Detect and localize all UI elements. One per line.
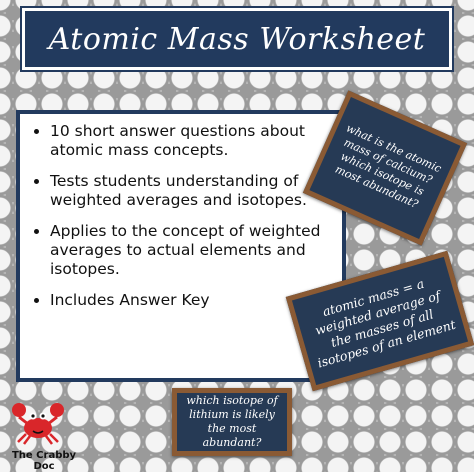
bullet-list [32, 122, 332, 310]
chalkboard-text: what is the atomic mass of calcium? which isotope is most abundant? [333, 121, 444, 211]
brand-name: The Crabby Doc [11, 450, 77, 472]
bullet-item: • Tests students understanding of weighted averages and isotopes. [50, 172, 332, 210]
chalkboard-text: atomic mass = a weighted average of the masses of all isotopes of an element [313, 275, 458, 371]
bullet-item: • Includes Answer Key [50, 291, 332, 310]
chalkboard-lithium-question [172, 388, 292, 456]
chalkboard-text: which isotope of lithium is likely the most abundant? [186, 394, 278, 449]
crab-logo-icon [10, 398, 66, 446]
page-title: Atomic Mass Worksheet [48, 21, 426, 57]
description-box [16, 110, 346, 382]
bullet-item: • 10 short answer questions about atomic mass concepts. [50, 122, 332, 160]
title-banner [22, 8, 452, 70]
bullet-item: • Applies to the concept of weighted averages to actual elements and isotopes. [50, 222, 332, 279]
